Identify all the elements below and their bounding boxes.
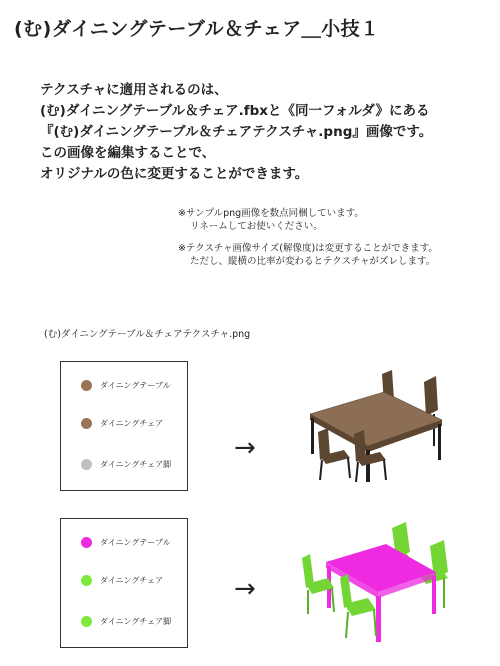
chair-leg xyxy=(320,460,322,480)
back-chair-right xyxy=(424,376,438,446)
table xyxy=(310,392,442,482)
intro-line: オリジナルの色に変更することができます。 xyxy=(40,166,309,182)
intro-line: 『(む)ダイニングテーブル＆チェアテクスチャ.png』画像です。 xyxy=(40,124,433,140)
legend-row-chair xyxy=(81,418,163,429)
chair-leg xyxy=(384,460,386,480)
note-line: ただし、縦横の比率が変わるとテクスチャがズレします。 xyxy=(190,256,436,267)
legend-row-chair-leg xyxy=(81,459,171,470)
color-swatch xyxy=(81,537,92,548)
intro-line: テクスチャに適用されるのは、 xyxy=(40,82,228,98)
table-leg xyxy=(432,576,436,614)
color-swatch xyxy=(81,459,92,470)
note-line: ※サンプルpng画像を数点同梱しています。 xyxy=(178,208,364,219)
legend-label: ダイニングチェア脚 xyxy=(100,460,172,469)
color-swatch xyxy=(81,380,92,391)
legend-label: ダイニングテーブル xyxy=(100,381,171,390)
texture-panel-recolored xyxy=(60,518,188,648)
legend-row-table xyxy=(81,537,171,548)
texture-filename-caption: (む)ダイニングテーブル＆チェアテクスチャ.png xyxy=(44,329,251,340)
legend-row-chair xyxy=(81,575,163,586)
color-swatch xyxy=(81,616,92,627)
texture-panel-original xyxy=(60,361,188,491)
note-line: リネームしてお使いください。 xyxy=(190,221,323,232)
chair-leg xyxy=(348,458,350,478)
chair-leg xyxy=(346,612,348,638)
legend-row-table xyxy=(81,380,171,391)
table-leg xyxy=(311,418,314,454)
arrow-right-icon: → xyxy=(234,433,256,463)
table-leg xyxy=(438,424,441,460)
chair-leg xyxy=(356,462,358,482)
note-sample-images xyxy=(178,207,364,233)
legend-label: ダイニングチェア脚 xyxy=(100,617,172,626)
color-swatch xyxy=(81,418,92,429)
table-top xyxy=(310,392,442,446)
arrow-right-icon: → xyxy=(234,574,256,604)
furniture-render-original xyxy=(296,364,460,484)
chair-leg xyxy=(332,588,334,612)
color-swatch xyxy=(81,575,92,586)
intro-line: この画像を編集することで、 xyxy=(40,145,216,161)
legend-label: ダイニングテーブル xyxy=(100,538,171,547)
legend-row-chair-leg xyxy=(81,616,171,627)
furniture-render-recolored xyxy=(296,518,460,646)
intro-text xyxy=(40,80,432,185)
chair-leg xyxy=(374,610,376,636)
note-resolution xyxy=(178,242,438,268)
legend-label: ダイニングチェア xyxy=(100,576,164,585)
intro-line: (む)ダイニングテーブル＆チェア.fbxと《同一フォルダ》にある xyxy=(40,103,430,119)
legend-label: ダイニングチェア xyxy=(100,419,164,428)
chair-back xyxy=(424,376,438,416)
page-title: (む)ダイニングテーブル＆チェア＿小技１ xyxy=(14,18,380,40)
note-line: ※テクスチャ画像サイズ(解像度)は変更することができます。 xyxy=(178,243,438,254)
